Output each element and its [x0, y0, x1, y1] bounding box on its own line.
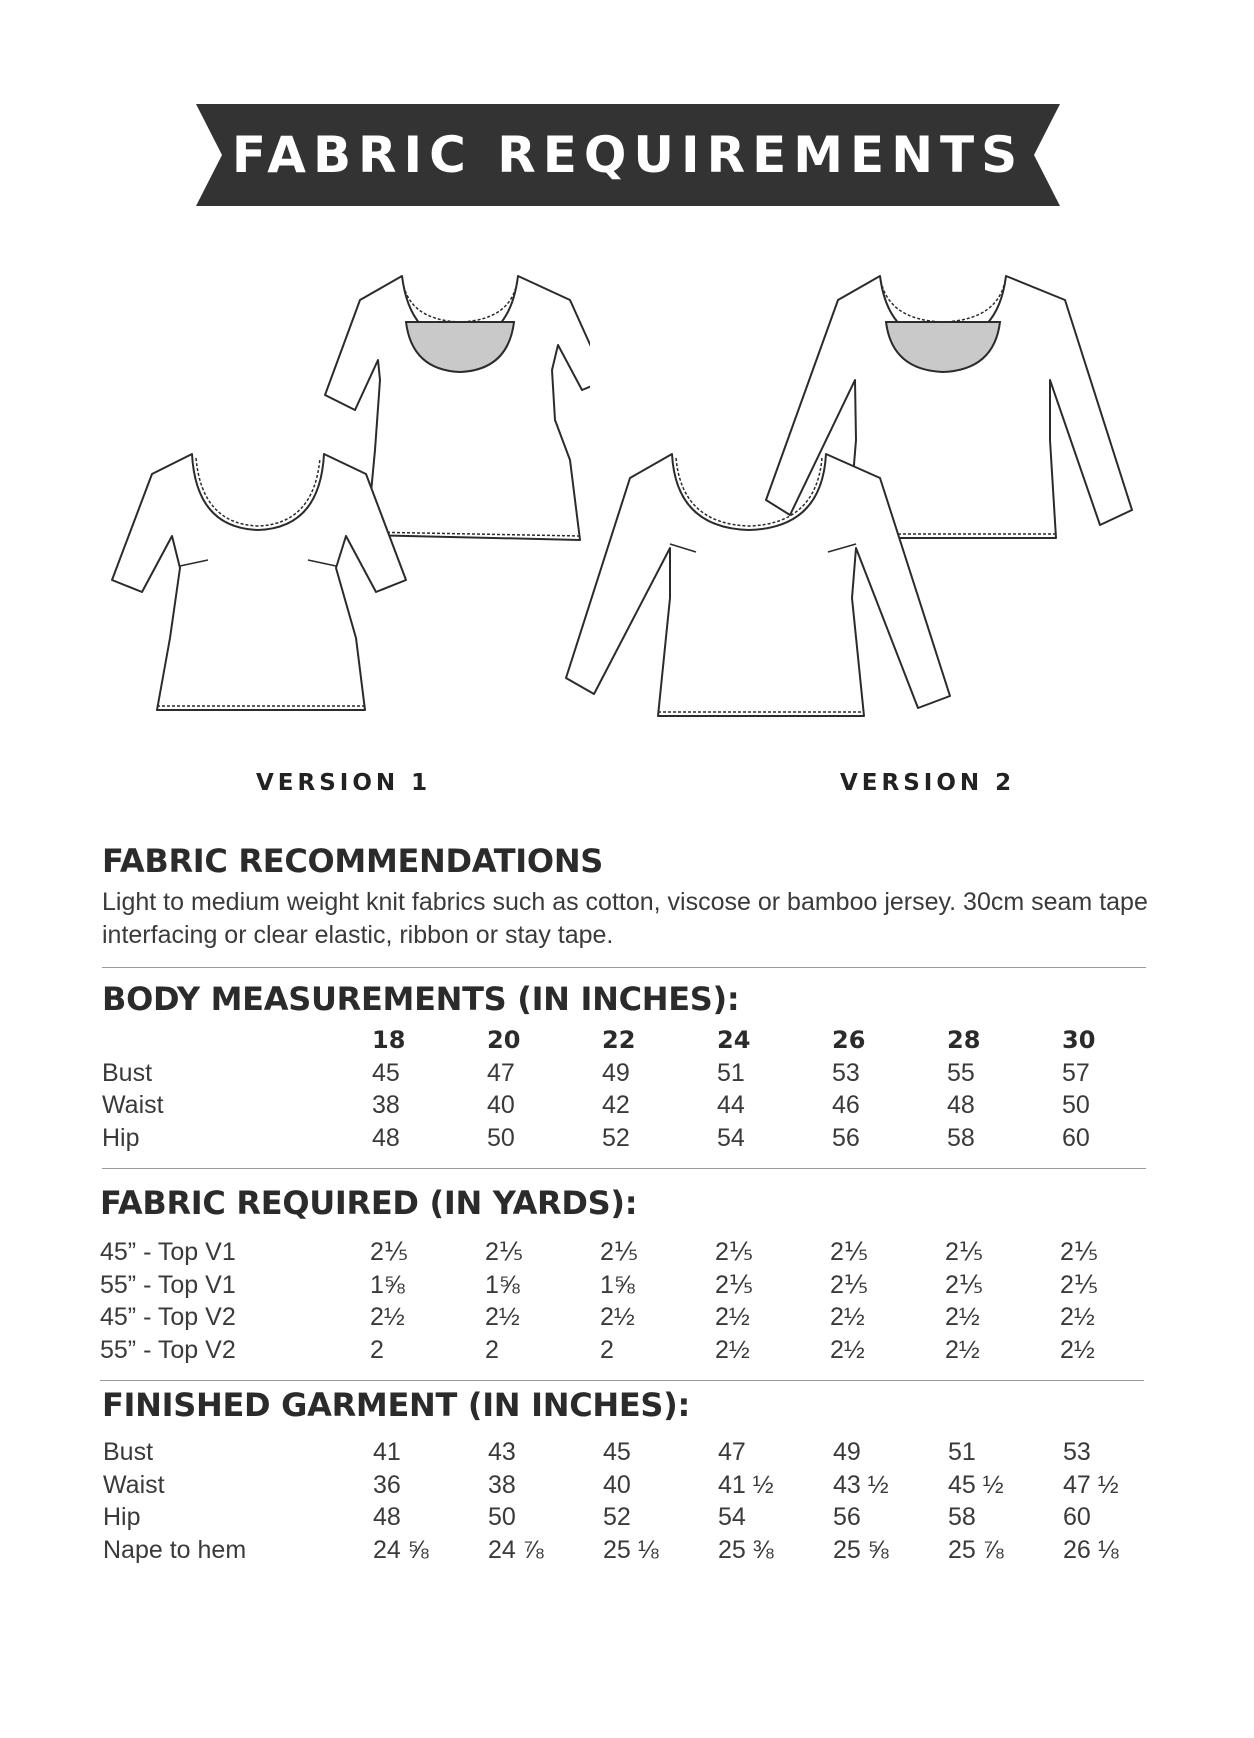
table-cell: 2⅕: [370, 1238, 409, 1266]
table-cell: 41 ½: [718, 1470, 774, 1499]
table-cell: 2: [370, 1335, 384, 1364]
table-cell: 45 ½: [948, 1470, 1004, 1499]
table-cell: 36: [373, 1470, 401, 1499]
table-cell: 26 ⅛: [1063, 1535, 1119, 1564]
table-cell: 2⅕: [485, 1238, 524, 1266]
table-cell: 58: [948, 1503, 976, 1531]
fabric-recommendations-text: [102, 886, 1162, 952]
table-cell: 49: [602, 1058, 630, 1087]
table-cell: 25 ⅝: [833, 1535, 889, 1564]
row-label: Hip: [103, 1503, 141, 1531]
row-label: Waist: [103, 1470, 165, 1499]
table-cell: 47: [487, 1058, 515, 1087]
table-cell: 54: [717, 1123, 745, 1152]
version2-front-illustration: [560, 448, 960, 728]
table-cell: 2: [600, 1335, 614, 1364]
table-cell: 48: [947, 1091, 975, 1119]
table-cell: 56: [833, 1503, 861, 1531]
table-cell: 47 ½: [1063, 1470, 1119, 1499]
row-label: Hip: [102, 1123, 140, 1152]
recommendations-line-1: Light to medium weight knit fabrics such as cotton, viscose or bamboo jersey. 30cm seam tape: [102, 888, 1148, 916]
version1-front-illustration: [110, 448, 415, 718]
table-cell: 24 ⅝: [373, 1535, 429, 1564]
row-label: 55” - Top V2: [100, 1335, 236, 1364]
table-cell: 2⅕: [1060, 1238, 1099, 1266]
table-cell: 58: [947, 1123, 975, 1152]
page-title: FABRIC REQUIREMENTS: [231, 126, 1025, 184]
table-cell: 1⅝: [370, 1270, 405, 1299]
table-cell: 50: [1062, 1091, 1090, 1119]
table-cell: 54: [718, 1503, 746, 1531]
table-cell: 2⅕: [945, 1238, 984, 1266]
table-cell: 43: [488, 1438, 516, 1466]
table-cell: 60: [1062, 1123, 1090, 1152]
table-cell: 52: [603, 1503, 631, 1531]
table-cell: 46: [832, 1091, 860, 1119]
row-label: Nape to hem: [103, 1535, 247, 1564]
table-cell: 45: [603, 1438, 631, 1466]
table-cell: 2½: [830, 1303, 865, 1331]
table-cell: 25 ⅛: [603, 1535, 659, 1564]
table-cell: 2⅕: [830, 1270, 869, 1299]
table-cell: 2½: [1060, 1335, 1095, 1364]
table-cell: 53: [832, 1058, 860, 1087]
size-header: 26: [832, 1026, 866, 1054]
table-cell: 1⅝: [600, 1270, 635, 1299]
recommendations-line-2: interfacing or clear elastic, ribbon or stay tape.: [102, 921, 614, 949]
table-cell: 48: [373, 1503, 401, 1531]
table-cell: 1⅝: [485, 1270, 520, 1299]
table-cell: 2½: [370, 1303, 405, 1331]
table-cell: 57: [1062, 1058, 1090, 1087]
table-cell: 2⅕: [600, 1238, 639, 1266]
size-header: 30: [1062, 1026, 1096, 1054]
table-cell: 2⅕: [830, 1238, 869, 1266]
table-cell: 48: [372, 1123, 400, 1152]
fabric-recommendations-heading: FABRIC RECOMMENDATIONS: [102, 842, 604, 880]
row-label: 45” - Top V1: [100, 1238, 236, 1266]
table-cell: 51: [717, 1058, 745, 1087]
divider: [102, 1168, 1146, 1169]
table-cell: 55: [947, 1058, 975, 1087]
row-label: 55” - Top V1: [100, 1270, 236, 1299]
table-cell: 40: [487, 1091, 515, 1119]
table-cell: 2½: [1060, 1303, 1095, 1331]
table-cell: 40: [603, 1470, 631, 1499]
table-cell: 2½: [945, 1335, 980, 1364]
table-cell: 44: [717, 1091, 745, 1119]
table-cell: 43 ½: [833, 1470, 889, 1499]
size-header: 24: [717, 1026, 751, 1054]
table-cell: 49: [833, 1438, 861, 1466]
table-cell: 52: [602, 1123, 630, 1152]
size-header: 18: [372, 1026, 406, 1054]
row-label: Bust: [102, 1058, 153, 1087]
table-cell: 53: [1063, 1438, 1091, 1466]
table-cell: 2½: [485, 1303, 520, 1331]
title-banner: [196, 104, 1060, 206]
table-cell: 45: [372, 1058, 400, 1087]
table-cell: 2½: [715, 1303, 750, 1331]
table-cell: 24 ⅞: [488, 1535, 544, 1564]
table-cell: 50: [487, 1123, 515, 1152]
table-cell: 2½: [945, 1303, 980, 1331]
row-label: Waist: [102, 1091, 164, 1119]
table-cell: 2⅕: [1060, 1270, 1099, 1299]
table-cell: 25 ⅜: [718, 1535, 774, 1564]
divider: [102, 967, 1146, 968]
size-header: 28: [947, 1026, 981, 1054]
table-cell: 2: [485, 1335, 499, 1364]
row-label: Bust: [103, 1438, 154, 1466]
table-cell: 50: [488, 1503, 516, 1531]
table-cell: 56: [832, 1123, 860, 1152]
table-cell: 2½: [830, 1335, 865, 1364]
table-cell: 38: [488, 1470, 516, 1499]
table-cell: 2½: [715, 1335, 750, 1364]
table-cell: 42: [602, 1091, 630, 1119]
table-cell: 2⅕: [715, 1238, 754, 1266]
table-cell: 25 ⅞: [948, 1535, 1004, 1564]
table-cell: 60: [1063, 1503, 1091, 1531]
table-cell: 41: [373, 1438, 401, 1466]
row-label: 45” - Top V2: [100, 1303, 236, 1331]
table-cell: 2⅕: [715, 1270, 754, 1299]
table-cell: 38: [372, 1091, 400, 1119]
size-header: 20: [487, 1026, 521, 1054]
version2-label: VERSION 2: [840, 770, 1016, 796]
divider: [100, 1380, 1144, 1381]
table-cell: 47: [718, 1438, 746, 1466]
table-cell: 2½: [600, 1303, 635, 1331]
fabric-required-heading: FABRIC REQUIRED (IN YARDS):: [100, 1184, 638, 1222]
table-cell: 2⅕: [945, 1270, 984, 1299]
body-measurements-heading: BODY MEASUREMENTS (IN INCHES):: [102, 980, 740, 1018]
version1-label: VERSION 1: [256, 770, 432, 796]
table-cell: 51: [948, 1438, 976, 1466]
size-header: 22: [602, 1026, 636, 1054]
finished-garment-heading: FINISHED GARMENT (IN INCHES):: [102, 1386, 691, 1424]
